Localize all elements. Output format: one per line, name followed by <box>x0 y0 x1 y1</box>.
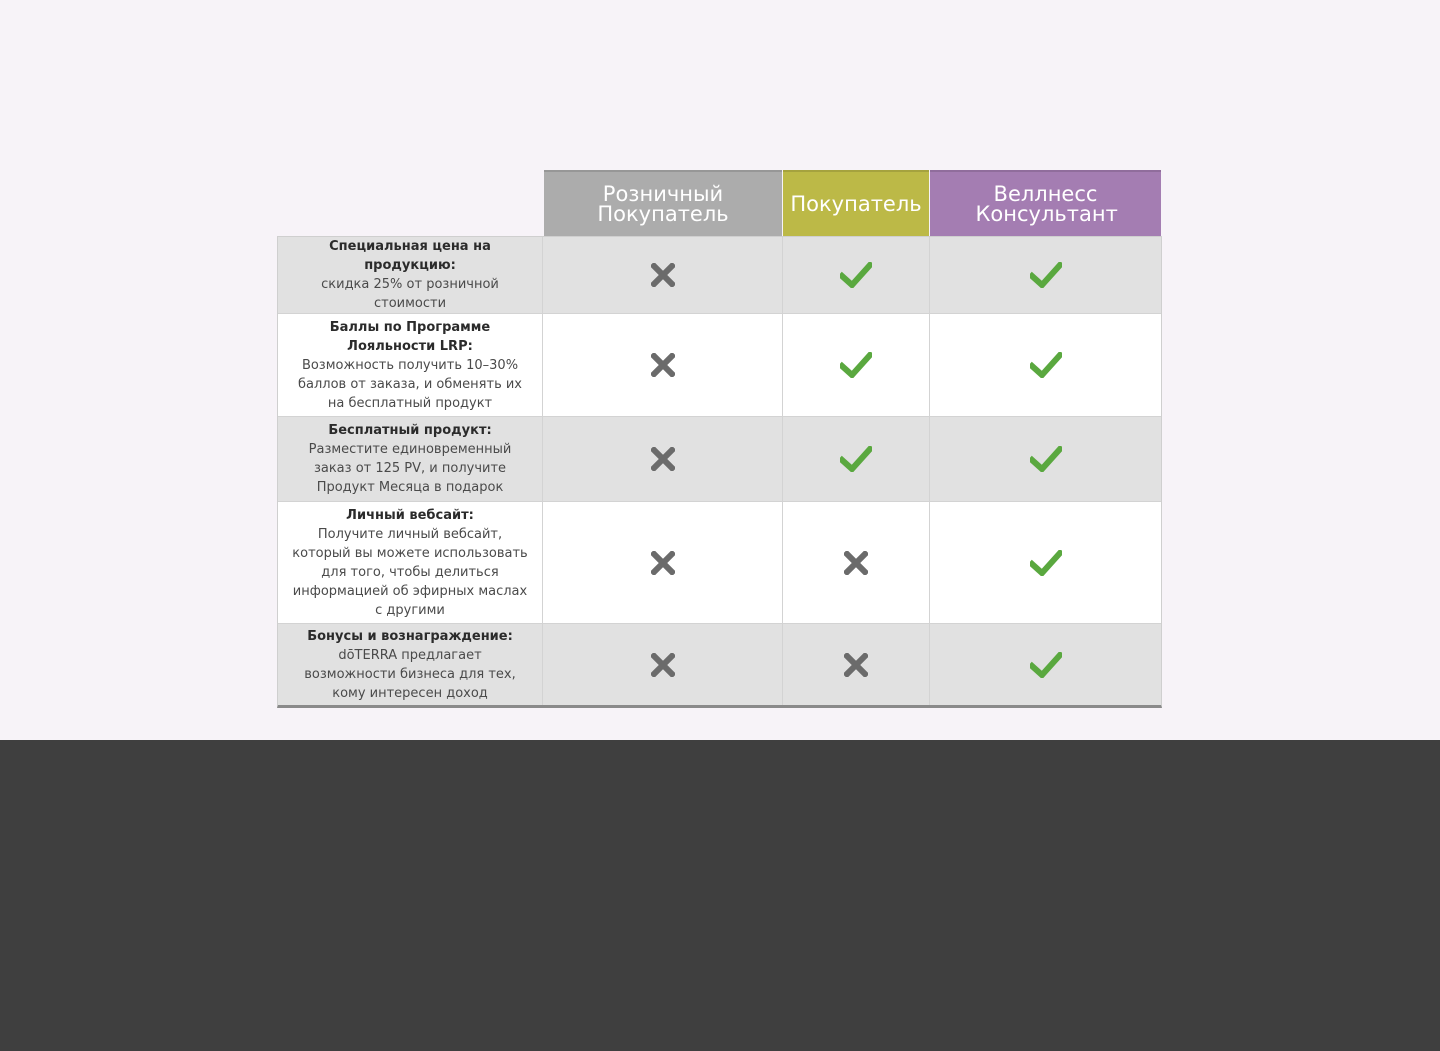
check-icon <box>1030 446 1062 472</box>
header-wellness-label: Веллнесс Консультант <box>975 182 1118 226</box>
footer <box>0 740 1440 1051</box>
mark-cell <box>543 624 783 705</box>
feature-cell <box>278 417 543 501</box>
header-buyer-label: Покупатель <box>790 192 922 216</box>
cross-icon <box>651 263 675 287</box>
mark-cell <box>930 237 1161 313</box>
header-retail-label: Розничный Покупатель <box>597 182 729 226</box>
feature-cell <box>278 502 543 623</box>
mark-cell <box>543 314 783 416</box>
mark-cell <box>930 624 1161 705</box>
check-icon <box>1030 550 1062 576</box>
cross-icon <box>844 551 868 575</box>
mark-cell <box>783 502 930 623</box>
feature-title: Бесплатный продукт: <box>328 423 492 438</box>
feature-description: Разместите единовременный заказ от 125 PV, и получите Продукт Месяца в подарок <box>308 442 512 495</box>
feature-cell <box>278 237 543 313</box>
mark-cell <box>930 502 1161 623</box>
table-row <box>278 313 1161 416</box>
table-row <box>278 501 1161 623</box>
table-row <box>278 623 1161 705</box>
check-icon <box>840 352 872 378</box>
table-header <box>277 170 1162 236</box>
feature-description: dōTERRA предлагает возможности бизнеса для тех, кому интересен доход <box>304 647 516 701</box>
table-row <box>278 237 1161 313</box>
comparison-table <box>277 170 1162 708</box>
cross-icon <box>651 353 675 377</box>
header-retail-customer <box>544 170 782 236</box>
header-wellness-consultant <box>930 170 1161 236</box>
mark-cell <box>930 314 1161 416</box>
mark-cell <box>930 417 1161 501</box>
feature-description: Получите личный вебсайт, который вы можете использовать для того, чтобы делиться информацией об эфирных маслах с другими <box>292 526 528 618</box>
feature-description: Возможность получить 10–30% баллов от заказа, и обменять их на бесплатный продукт <box>297 357 523 411</box>
check-icon <box>1030 652 1062 678</box>
mark-cell <box>543 417 783 501</box>
header-buyer <box>783 170 929 236</box>
feature-title: Специальная цена на продукцию: <box>329 239 491 273</box>
feature-cell <box>278 624 543 705</box>
mark-cell <box>783 417 930 501</box>
mark-cell <box>543 237 783 313</box>
mark-cell <box>783 624 930 705</box>
check-icon <box>1030 262 1062 288</box>
mark-cell <box>783 237 930 313</box>
table-body <box>277 236 1162 708</box>
mark-cell <box>783 314 930 416</box>
check-icon <box>840 262 872 288</box>
cross-icon <box>844 653 868 677</box>
feature-title: Баллы по Программе Лояльности LRP: <box>329 319 491 354</box>
check-icon <box>840 446 872 472</box>
mark-cell <box>543 502 783 623</box>
feature-cell <box>278 314 543 416</box>
cross-icon <box>651 653 675 677</box>
feature-title: Бонусы и вознаграждение: <box>307 628 513 644</box>
feature-description: скидка 25% от розничной стоимости <box>321 277 499 311</box>
table-row <box>278 416 1161 501</box>
cross-icon <box>651 447 675 471</box>
cross-icon <box>651 551 675 575</box>
feature-title: Личный вебсайт: <box>346 507 474 523</box>
check-icon <box>1030 352 1062 378</box>
